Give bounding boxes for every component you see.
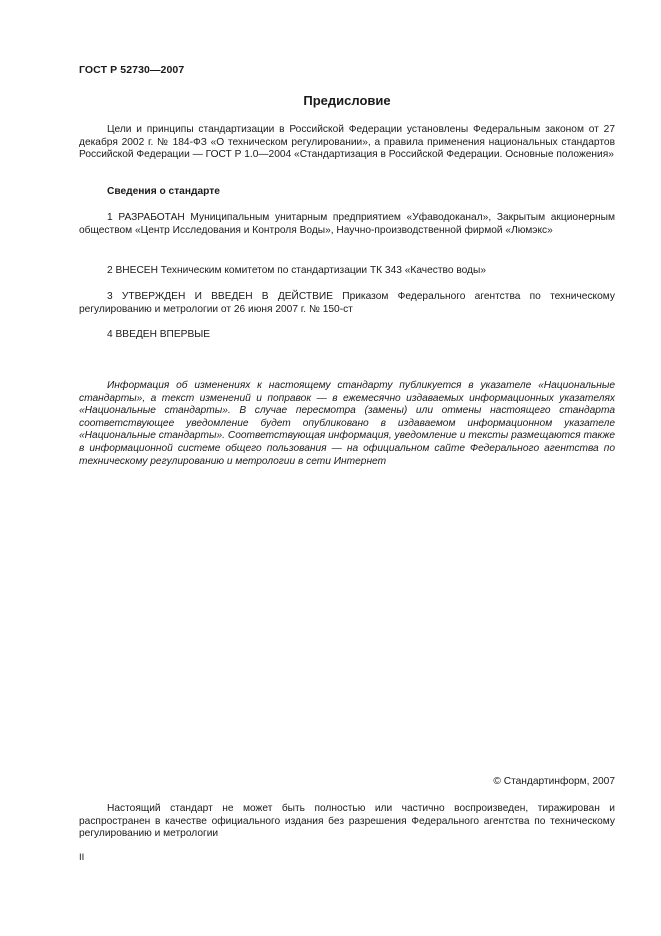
changes-info-paragraph: Информация об изменениях к настоящему стандарту публикуется в указателе «Национальные стандарты», а текст изменений и поправок — в ежемесячно издаваемых информационных указателях «Национальные стандарты». В случае пересмотра (замены) или отмены настоящего стандарта соответствующее уведомление будет опубликовано в издаваемом информационном указателе «Национальные стандарты». Соответствующая информация, уведомление и тексты размещаются также в информационной системе общего пользования — на официальном сайте Федерального агентства по техническому регулированию и метрологии в сети Интернет bbox=[79, 380, 615, 467]
standard-info-heading: Сведения о стандарте bbox=[107, 186, 220, 197]
standard-info-item-4: 4 ВВЕДЕН ВПЕРВЫЕ bbox=[107, 329, 211, 340]
page-title: Предисловие bbox=[303, 93, 391, 108]
copyright-notice: © Стандартинформ, 2007 bbox=[493, 776, 615, 787]
document-code: ГОСТ Р 52730—2007 bbox=[79, 64, 185, 76]
intro-paragraph: Цели и принципы стандартизации в Российской Федерации установлены Федеральным законом от 27 декабря 2002 г. № 184-ФЗ «О техническом регулировании», а правила применения национальных стандартов Российской Федерации — ГОСТ Р 1.0—2004 «Стандартизация в Российской Федерации. Основные положения» bbox=[79, 124, 615, 161]
standard-info-item-1: 1 РАЗРАБОТАН Муниципальным унитарным предприятием «Уфаводоканал», Закрытым акционерным обществом «Центр Исследования и Контроля Воды», Научно-производственной фирмой «Люмэкс» bbox=[79, 212, 615, 236]
page-number: II bbox=[79, 852, 85, 863]
standard-info-item-2: 2 ВНЕСЕН Техническим комитетом по стандартизации ТК 343 «Качество воды» bbox=[107, 265, 486, 276]
standard-info-item-3: 3 УТВЕРЖДЕН И ВВЕДЕН В ДЕЙСТВИЕ Приказом Федерального агентства по техническому регулированию и метрологии от 26 июня 2007 г. № 150-ст bbox=[79, 291, 615, 315]
legal-notice: Настоящий стандарт не может быть полностью или частично воспроизведен, тиражирован и распространен в качестве официального издания без разрешения Федерального агентства по техническому регулированию и метрологии bbox=[79, 803, 615, 840]
